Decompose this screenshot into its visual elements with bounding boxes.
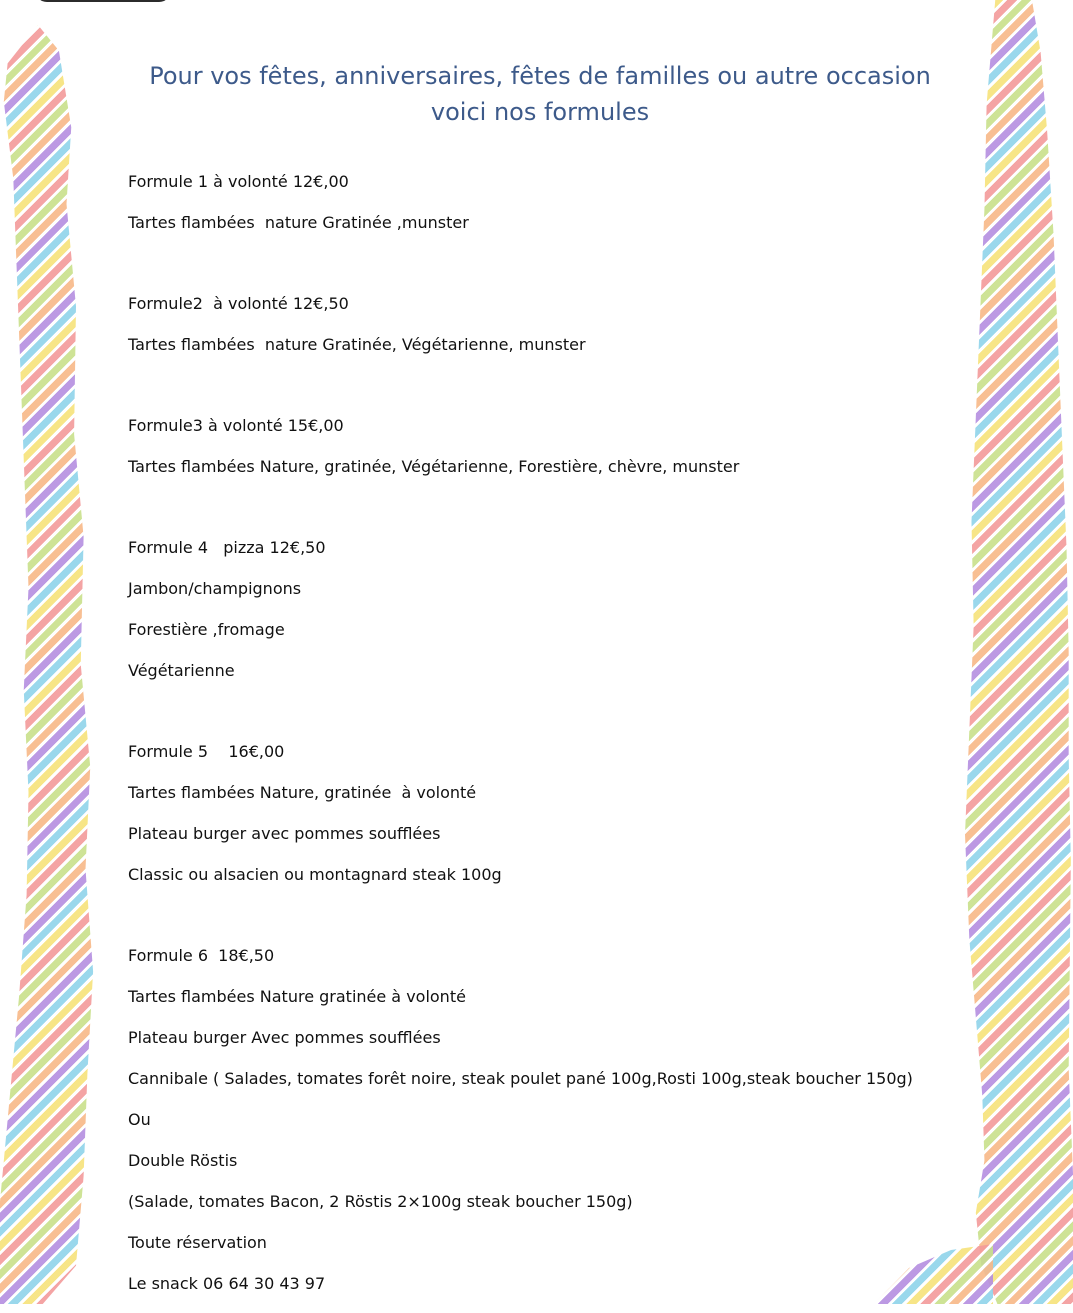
formule-line: Plateau burger Avec pommes soufflées (128, 1028, 441, 1047)
formule-1 (128, 170, 958, 252)
formule-4 (128, 536, 958, 700)
formule-5 (128, 740, 958, 904)
formule-2 (128, 292, 958, 374)
formule-heading: Formule 5 16€,00 (128, 742, 285, 761)
formule-line: Tartes flambées nature Gratinée ,munster (128, 213, 469, 232)
formule-line: Cannibale ( Salades, tomates forêt noire, steak poulet pané 100g,Rosti 100g,steak boucher 150g) (128, 1069, 913, 1088)
formule-line: Forestière ,fromage (128, 620, 285, 639)
top-tab-shape (35, 0, 171, 2)
formule-line: Plateau burger avec pommes soufflées (128, 824, 441, 843)
formule-line: Double Röstis (128, 1151, 238, 1170)
formule-3 (128, 414, 958, 496)
reservation-line: Toute réservation (128, 1233, 267, 1252)
formule-heading: Formule 4 pizza 12€,50 (128, 538, 326, 557)
formule-line: (Salade, tomates Bacon, 2 Röstis 2×100g steak boucher 150g) (128, 1192, 633, 1211)
formule-line: Ou (128, 1110, 151, 1129)
formules-list (128, 170, 958, 1313)
formule-line: Tartes flambées Nature, gratinée, Végétarienne, Forestière, chèvre, munster (128, 457, 740, 476)
rainbow-stripe-border-right (965, 0, 1073, 1304)
formule-line: Tartes flambées nature Gratinée, Végétarienne, munster (128, 335, 586, 354)
rainbow-stripe-border-left (0, 25, 95, 1304)
formule-heading: Formule3 à volonté 15€,00 (128, 416, 344, 435)
formule-line: Jambon/champignons (128, 579, 302, 598)
contact-phone: Le snack 06 64 30 43 97 (128, 1274, 326, 1293)
formule-line: Classic ou alsacien ou montagnard steak 100g (128, 865, 502, 884)
formule-line: Tartes flambées Nature gratinée à volonté (128, 987, 466, 1006)
formule-6 (128, 944, 958, 1313)
formule-line: Végétarienne (128, 661, 235, 680)
formule-heading: Formule 6 18€,50 (128, 946, 275, 965)
formule-heading: Formule 1 à volonté 12€,00 (128, 172, 349, 191)
page-title: Pour vos fêtes, anniversaires, fêtes de familles ou autre occasion voici nos formules (149, 62, 931, 126)
formule-line: Tartes flambées Nature, gratinée à volonté (128, 783, 477, 802)
formule-heading: Formule2 à volonté 12€,50 (128, 294, 349, 313)
